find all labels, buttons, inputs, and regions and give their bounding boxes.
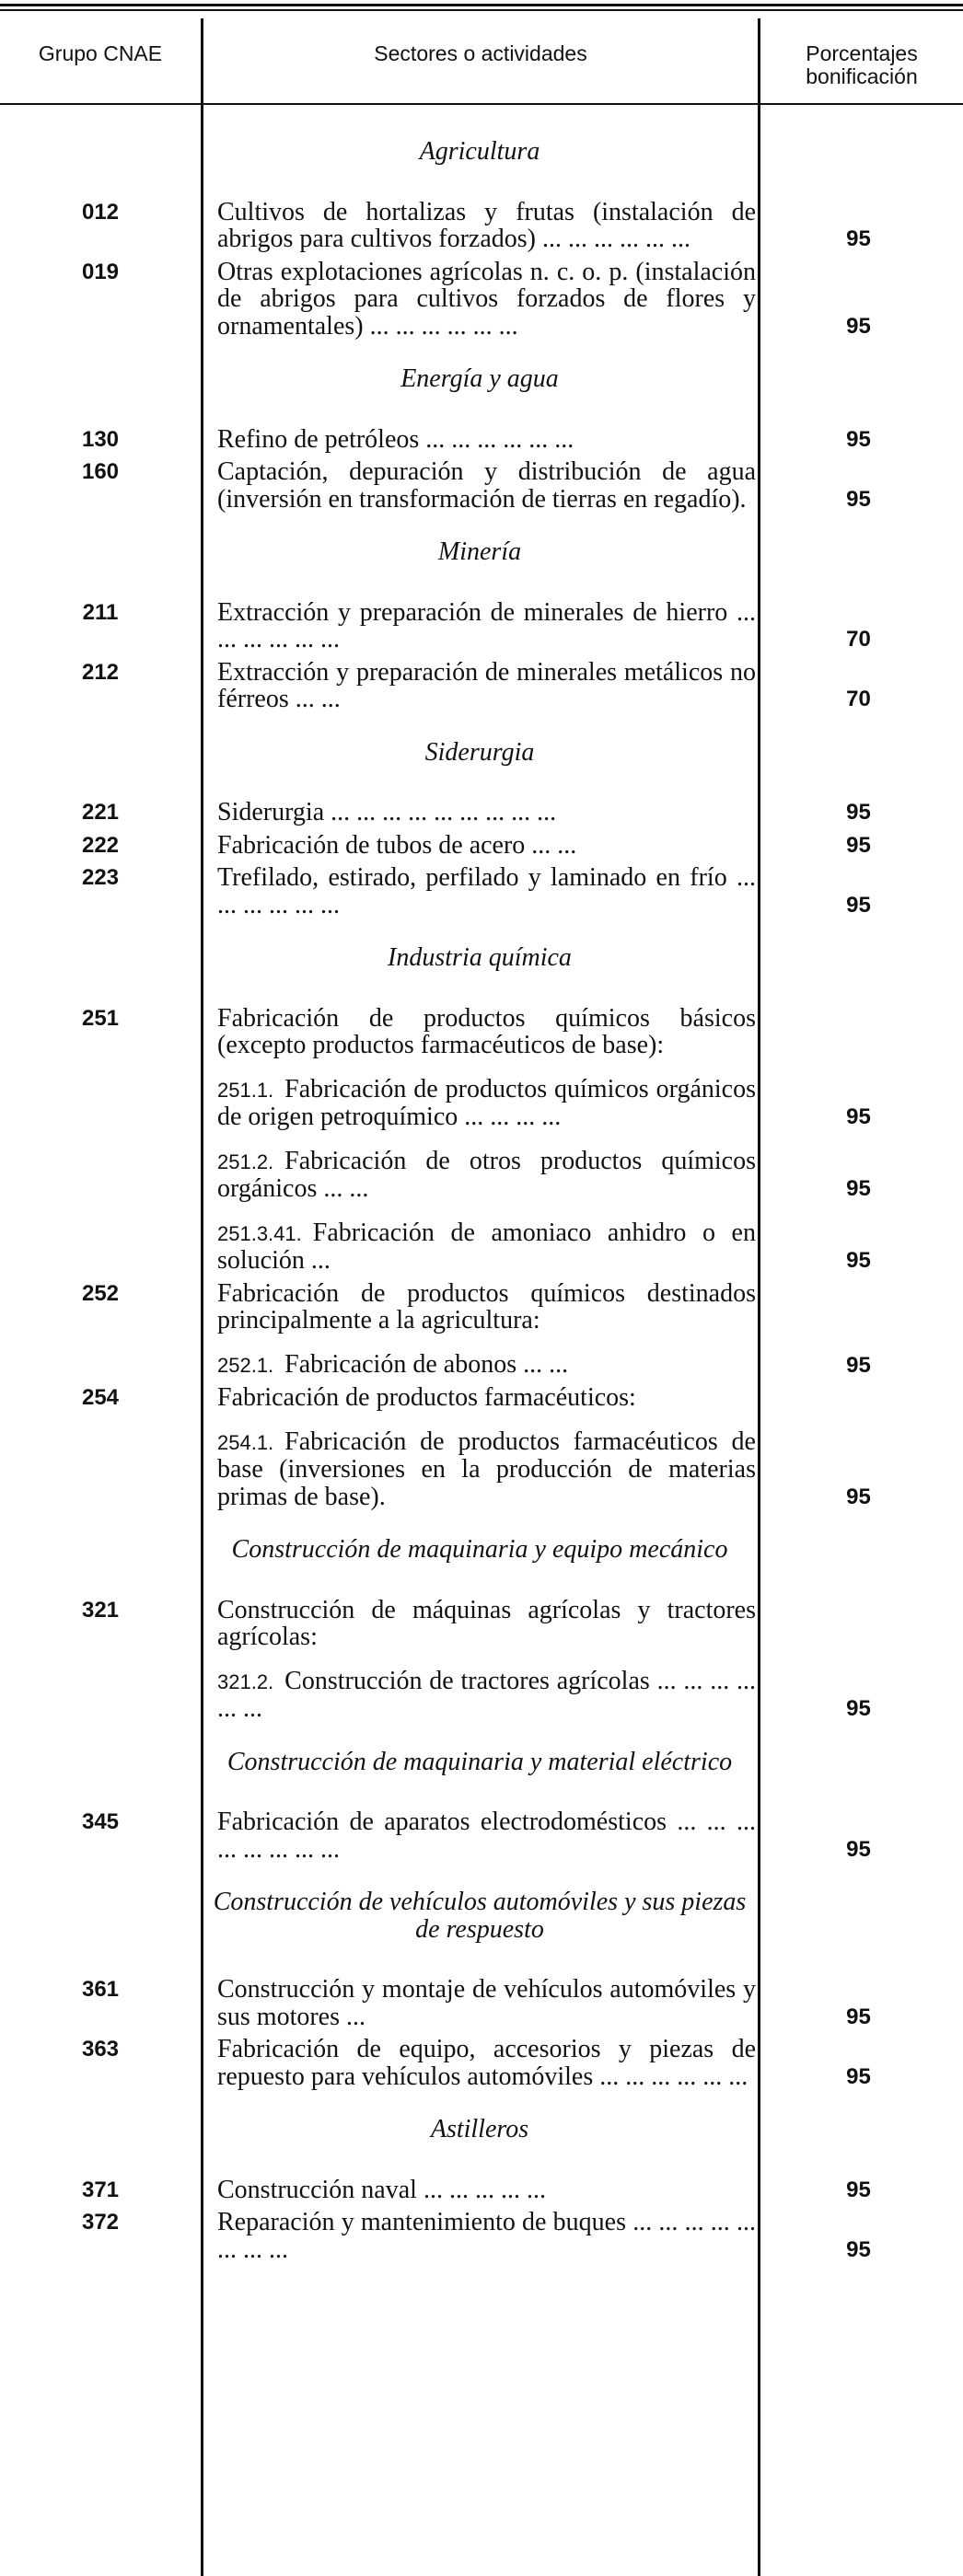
section-title: Siderurgia (424, 737, 535, 767)
cnae-code: 222 (81, 832, 120, 858)
bonus-percent: 95 (846, 832, 871, 858)
table-row (0, 1076, 963, 1131)
sub-code: 252.1. (217, 1353, 274, 1377)
header-rule (0, 103, 963, 105)
section (0, 1889, 963, 2090)
section (0, 944, 963, 1510)
bonus-percent: 95 (846, 1248, 871, 1273)
bonus-percent: 95 (846, 1176, 871, 1201)
table-row (0, 259, 963, 341)
description-text: Refino de petróleos ... ... ... ... ... ... (217, 424, 574, 454)
bonus-percent: 95 (846, 1352, 871, 1378)
bonus-percent: 70 (846, 627, 871, 652)
top-rule (0, 4, 963, 6)
activity-description (217, 426, 756, 454)
activity-description (217, 2177, 756, 2204)
activity-description (217, 799, 756, 826)
section (0, 365, 963, 513)
activity-description (217, 1384, 756, 1412)
header-code: Grupo CNAE (38, 41, 163, 65)
table-row (0, 2209, 963, 2263)
description-text: Captación, depuración y distribución de agua (inversión en transformación de tierras en regadío). (217, 457, 756, 514)
activity-description (217, 259, 756, 341)
table-body (0, 138, 963, 2269)
section-title: Industria química (388, 943, 572, 972)
bonus-percent: 95 (846, 2063, 871, 2089)
description-text: Fabricación de productos químicos orgánicos de origen petroquímico ... ... ... ... (217, 1074, 756, 1131)
cnae-code: 254 (81, 1385, 120, 1410)
table-row (0, 2177, 963, 2204)
header-sectors: Sectores o actividades (374, 41, 587, 65)
table-row (0, 599, 963, 653)
table-row (0, 1005, 963, 1059)
bonus-percent: 95 (846, 800, 871, 825)
table-row (0, 2036, 963, 2090)
description-text: Trefilado, estirado, perfilado y laminado en frío ... ... ... ... ... ... (217, 863, 756, 919)
cnae-code: 130 (81, 426, 120, 452)
section (0, 138, 963, 340)
description-text: Cultivos de hortalizas y frutas (instalación de abrigos para cultivos forzados) ... ... ... ... ... ... (217, 197, 756, 253)
bonus-percent: 95 (846, 426, 871, 452)
table-row (0, 1808, 963, 1863)
sub-code: 254.1. (217, 1430, 274, 1454)
section-title: Construcción de maquinaria y material eléctrico (226, 1747, 733, 1776)
activity-description (217, 599, 756, 653)
activity-description (217, 458, 756, 513)
activity-description (217, 199, 756, 253)
activity-description (217, 1076, 756, 1131)
description-text: Construcción de tractores agrícolas ... ... ... ... ... ... (217, 1666, 756, 1723)
section (0, 1749, 963, 1864)
activity-description (217, 659, 756, 713)
section (0, 739, 963, 919)
table-row (0, 1668, 963, 1723)
table-row (0, 458, 963, 513)
description-text: Fabricación de productos farmacéuticos de base (inversiones en la producción de materias primas de base). (217, 1427, 756, 1511)
description-text: Otras explotaciones agrícolas n. c. o. p. (instalación de abrigos para cultivos forzados de flores y ornamentales) ... ... ... ... ... ... (217, 257, 756, 341)
description-text: Fabricación de aparatos electrodomésticos ... ... ... ... ... ... ... ... (217, 1808, 756, 1864)
section (0, 538, 963, 713)
section-title: Minería (437, 537, 522, 566)
activity-description (217, 1219, 756, 1275)
sub-code: 251.2. (217, 1149, 274, 1173)
description-text: Construcción de máquinas agrícolas y tractores agrícolas: (217, 1595, 756, 1651)
cnae-code: 221 (81, 800, 120, 825)
section-title: Construcción de maquinaria y equipo mecánico (231, 1535, 728, 1564)
description-text: Extracción y preparación de minerales de hierro ... ... ... ... ... ... (217, 597, 756, 653)
activity-description (217, 1976, 756, 2030)
table-row (0, 1280, 963, 1334)
activity-description (217, 1668, 756, 1723)
bonus-percent: 70 (846, 687, 871, 711)
description-text: Siderurgia ... ... ... ... ... ... ... ... ... (217, 798, 557, 826)
bonus-percent: 95 (846, 1836, 871, 1862)
header-percent: Porcentajes bonificación (806, 41, 918, 88)
section-title: Energía y agua (400, 364, 559, 393)
description-text: Fabricación de productos farmacéuticos: (217, 1383, 636, 1412)
bonus-percent: 95 (846, 1696, 871, 1721)
section-title: Construcción de vehículos automóviles y sus piezas de respuesto (213, 1888, 747, 1944)
cnae-code: 372 (81, 2210, 120, 2235)
activity-description (217, 1428, 756, 1511)
table-row (0, 1219, 963, 1275)
section (0, 1536, 963, 1723)
cnae-code: 019 (81, 259, 120, 284)
description-text: Extracción y preparación de minerales metálicos no férreos ... ... (217, 657, 756, 713)
table-row (0, 832, 963, 860)
table-row (0, 1976, 963, 2030)
bonus-percent: 95 (846, 1484, 871, 1509)
sub-code: 251.3.41. (217, 1221, 302, 1245)
activity-description (217, 1280, 756, 1334)
cnae-code: 012 (81, 199, 120, 225)
sub-code: 251.1. (217, 1078, 274, 1102)
table-row (0, 199, 963, 253)
table-row (0, 1351, 963, 1380)
cnae-code: 223 (81, 865, 120, 890)
cnae-code: 363 (81, 2037, 120, 2062)
activity-description (217, 2036, 756, 2090)
description-text: Construcción y montaje de vehículos automóviles y sus motores ... (217, 1975, 756, 2031)
activity-description (217, 1597, 756, 1651)
bonus-percent: 95 (846, 892, 871, 918)
description-text: Fabricación de productos químicos básicos (excepto productos farmacéuticos de base): (217, 1003, 756, 1059)
description-text: Fabricación de productos químicos destinados principalmente a la agricultura: (217, 1278, 756, 1334)
table-row (0, 799, 963, 826)
cnae-code: 361 (81, 1977, 120, 2002)
sub-code: 321.2. (217, 1669, 274, 1693)
table-row (0, 1384, 963, 1412)
section-title: Agricultura (419, 137, 540, 166)
cnae-code: 371 (81, 2177, 120, 2202)
table-row (0, 659, 963, 713)
description-text: Fabricación de abonos ... ... (284, 1349, 569, 1379)
section-title: Astilleros (430, 2115, 529, 2143)
cnae-code: 252 (81, 1280, 120, 1306)
description-text: Reparación y mantenimiento de buques ... ... ... ... ... ... ... ... (217, 2208, 756, 2264)
bonus-percent: 95 (846, 2004, 871, 2029)
table-row (0, 1148, 963, 1203)
cnae-code: 160 (81, 459, 120, 484)
table-row (0, 1428, 963, 1511)
description-text: Fabricación de tubos de acero ... ... (217, 830, 577, 860)
activity-description (217, 2209, 756, 2263)
activity-description (217, 832, 756, 860)
activity-description (217, 864, 756, 918)
bonus-percent: 95 (846, 226, 871, 251)
cnae-code: 251 (81, 1005, 120, 1031)
description-text: Fabricación de equipo, accesorios y piezas de repuesto para vehículos automóviles ... ... ... ... ... ... (217, 2035, 756, 2091)
section (0, 2116, 963, 2263)
description-text: Fabricación de amoniaco anhidro o en solución ... (217, 1218, 756, 1275)
cnae-code: 321 (81, 1597, 120, 1623)
table-row (0, 1597, 963, 1651)
bonus-percent: 95 (846, 313, 871, 339)
activity-description (217, 1148, 756, 1203)
cnae-code: 212 (81, 659, 120, 685)
bonus-percent: 95 (846, 1104, 871, 1129)
top-rule-thin (0, 9, 963, 11)
activity-description (217, 1808, 756, 1863)
cnae-code: 345 (81, 1809, 120, 1834)
activity-description (217, 1351, 756, 1380)
table-row (0, 864, 963, 918)
description-text: Construcción naval ... ... ... ... ... (217, 2175, 546, 2204)
description-text: Fabricación de otros productos químicos orgánicos ... ... (217, 1146, 756, 1203)
activity-description (217, 1005, 756, 1059)
bonus-percent: 95 (846, 2177, 871, 2202)
cnae-code: 211 (82, 599, 119, 625)
bonus-percent: 95 (846, 486, 871, 512)
bonus-percent: 95 (846, 2236, 871, 2262)
table-row (0, 426, 963, 454)
